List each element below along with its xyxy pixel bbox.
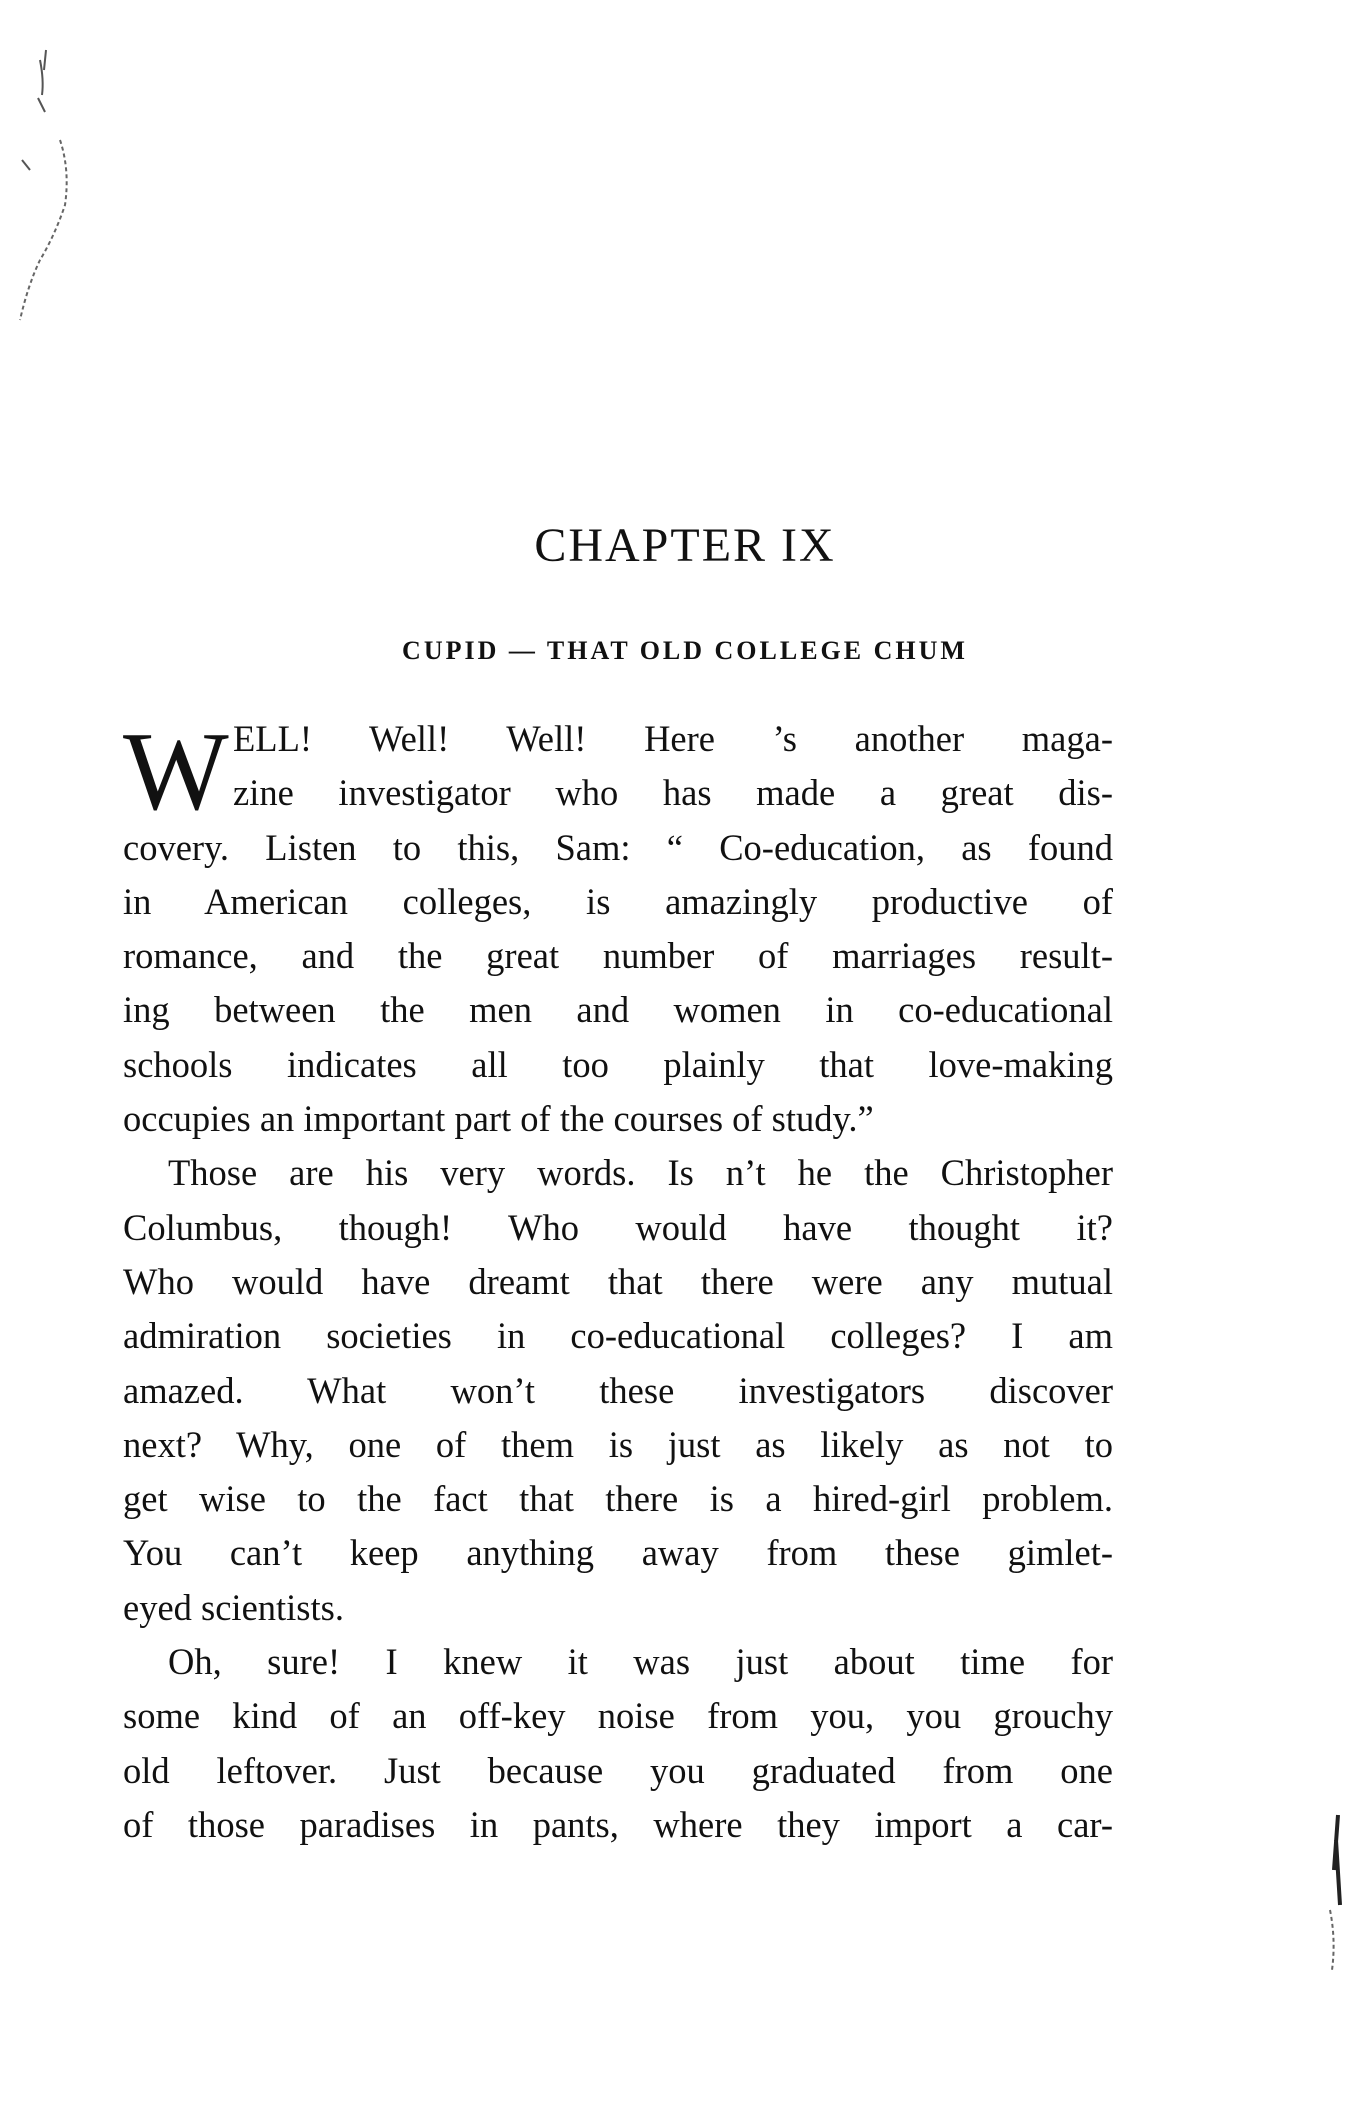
text-line: covery. Listen to this, Sam: “ Co-education, as found xyxy=(123,826,1113,868)
text-line: schools indicates all too plainly that love-making xyxy=(123,1043,1113,1085)
body-text xyxy=(123,712,1113,1852)
text-line: Oh, sure! I knew it was just about time for xyxy=(168,1641,1113,1683)
text-line: eyed scientists. xyxy=(123,1586,344,1628)
text-line: in American colleges, is amazingly productive of xyxy=(123,880,1113,922)
text-line: some kind of an off-key noise from you, you grouchy xyxy=(123,1695,1113,1737)
drop-cap: W xyxy=(123,710,229,834)
text-line: You can’t keep anything away from these gimlet- xyxy=(123,1532,1113,1574)
chapter-heading: CHAPTER IX xyxy=(534,519,836,572)
text-line: of those paradises in pants, where they import a car- xyxy=(123,1803,1113,1845)
text-line: ELL! Well! Well! Here ’s another maga- xyxy=(233,718,1113,759)
text-line: admiration societies in co-educational colleges? I am xyxy=(123,1315,1113,1357)
text-line: next? Why, one of them is just as likely as not to xyxy=(123,1423,1113,1465)
text-line: amazed. What won’t these investigators discover xyxy=(123,1369,1113,1411)
text-line: occupies an important part of the courses of study.” xyxy=(123,1098,874,1140)
text-line: romance, and the great number of marriages result- xyxy=(123,935,1113,977)
text-line: get wise to the fact that there is a hired-girl problem. xyxy=(123,1478,1113,1520)
scan-margin-marks xyxy=(0,20,90,360)
text-line: old leftover. Just because you graduated from one xyxy=(123,1749,1113,1791)
text-line: Columbus, though! Who would have thought it? xyxy=(123,1206,1113,1248)
text-line: Who would have dreamt that there were any mutual xyxy=(123,1260,1113,1302)
chapter-subtitle: CUPID — THAT OLD COLLEGE CHUM xyxy=(402,636,968,665)
scan-margin-marks-right xyxy=(1300,1810,1370,1990)
text-line: zine investigator who has made a great dis- xyxy=(233,772,1113,814)
text-line: Those are his very words. Is n’t he the Christopher xyxy=(168,1152,1113,1194)
text-line: ing between the men and women in co-educational xyxy=(123,989,1113,1031)
